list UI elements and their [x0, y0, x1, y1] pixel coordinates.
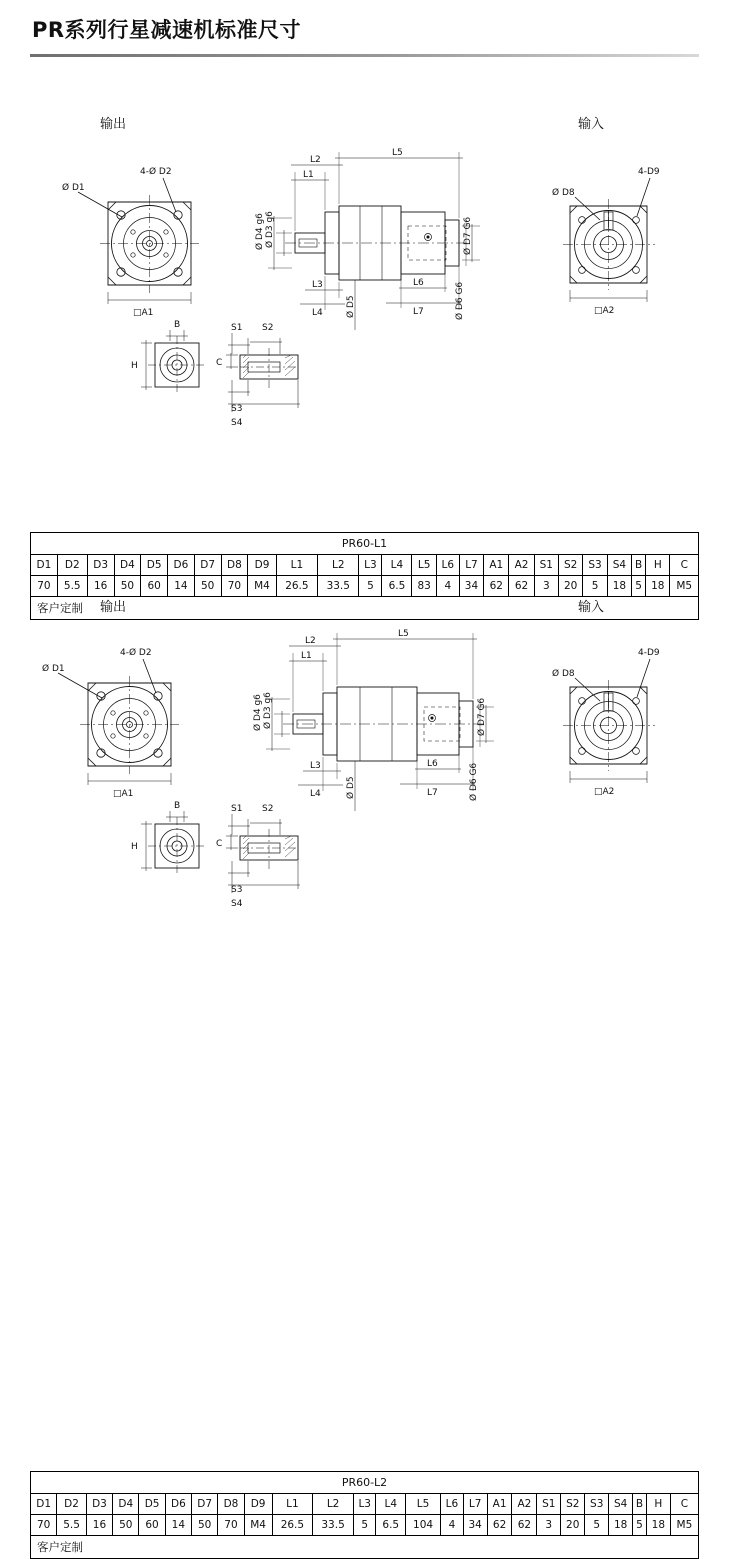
col-header: D4 — [113, 1494, 139, 1515]
col-header: S4 — [609, 1494, 633, 1515]
callout-a1: □A1 — [113, 789, 134, 799]
callout-l6: L6 — [427, 759, 438, 769]
callout-d7: Ø D7 G6 — [463, 216, 473, 255]
col-header: D2 — [57, 555, 87, 576]
col-header: D8 — [218, 1494, 244, 1515]
callout-a2: □A2 — [594, 787, 615, 797]
cell: 16 — [87, 576, 114, 597]
callout-s4: S4 — [231, 418, 243, 428]
callout-l4: L4 — [312, 308, 323, 318]
cell: 5 — [583, 576, 607, 597]
cell: 50 — [194, 576, 221, 597]
callout-s3: S3 — [231, 885, 243, 895]
technical-drawing-l2 — [0, 623, 729, 913]
col-header: S1 — [537, 1494, 561, 1515]
cell: 20 — [561, 1515, 585, 1536]
page-header — [0, 14, 729, 57]
cell: 6.5 — [382, 576, 412, 597]
callout-l7: L7 — [427, 788, 438, 798]
callout-s4: S4 — [231, 899, 243, 909]
cell: 34 — [463, 1515, 487, 1536]
table-header-row — [31, 555, 699, 576]
callout-a2: □A2 — [594, 306, 615, 316]
cell: 26.5 — [272, 1515, 313, 1536]
col-header: S2 — [559, 555, 583, 576]
callout-d9: 4-D9 — [638, 648, 660, 658]
col-header: L1 — [276, 555, 317, 576]
cell: 4 — [441, 1515, 464, 1536]
cell: 16 — [86, 1515, 112, 1536]
col-header: D8 — [221, 555, 248, 576]
col-header: S3 — [585, 1494, 609, 1515]
cell: 62 — [512, 1515, 537, 1536]
callout-d3: Ø D3 g6 — [263, 692, 273, 729]
cell: 70 — [221, 576, 248, 597]
callout-s1: S1 — [231, 804, 243, 814]
output-label: 输出 — [100, 600, 127, 615]
col-header: L7 — [463, 1494, 487, 1515]
cell: M5 — [670, 1515, 698, 1536]
callout-d4: Ø D4 g6 — [255, 213, 265, 250]
col-header: L6 — [436, 555, 459, 576]
cell: 62 — [484, 576, 509, 597]
col-header: L3 — [359, 555, 382, 576]
callout-s1: S1 — [231, 323, 243, 333]
cell: M4 — [244, 1515, 272, 1536]
col-header: L7 — [459, 555, 483, 576]
callout-d2: 4-Ø D2 — [120, 648, 152, 658]
cell: 62 — [487, 1515, 512, 1536]
cell: 34 — [459, 576, 483, 597]
col-header: D3 — [86, 1494, 112, 1515]
cell: 70 — [31, 1515, 57, 1536]
cell: 5 — [585, 1515, 609, 1536]
cell: 50 — [113, 1515, 139, 1536]
col-header: L5 — [406, 1494, 441, 1515]
col-header: D2 — [57, 1494, 87, 1515]
table-title-row — [31, 533, 699, 555]
col-header: H — [646, 555, 670, 576]
technical-drawing-l1 — [0, 140, 729, 430]
callout-l6: L6 — [413, 278, 424, 288]
col-header: D6 — [168, 555, 195, 576]
cell: 70 — [218, 1515, 244, 1536]
callout-d8: Ø D8 — [552, 669, 575, 679]
cell: 5 — [359, 576, 382, 597]
col-header: D5 — [141, 555, 168, 576]
callout-c: C — [216, 358, 223, 368]
col-header: D1 — [31, 555, 58, 576]
callout-d5: Ø D5 — [346, 776, 356, 799]
col-header: S4 — [607, 555, 631, 576]
callout-d7: Ø D7 G6 — [477, 697, 487, 736]
table-title-row — [31, 1472, 699, 1494]
table-header-row — [31, 1494, 699, 1515]
table-footer-row — [31, 1536, 699, 1559]
col-header: L6 — [441, 1494, 464, 1515]
col-header: D6 — [165, 1494, 191, 1515]
cell: 14 — [168, 576, 195, 597]
callout-l7: L7 — [413, 307, 424, 317]
col-header: L2 — [318, 555, 359, 576]
col-header: C — [670, 555, 699, 576]
spec-table-l2-wrap — [30, 1471, 699, 1559]
callout-l4: L4 — [310, 789, 321, 799]
callout-d8: Ø D8 — [552, 188, 575, 198]
callout-d1: Ø D1 — [62, 183, 85, 193]
cell: 62 — [509, 576, 534, 597]
callout-l1: L1 — [303, 170, 314, 180]
cell: M5 — [670, 576, 699, 597]
col-header: D4 — [114, 555, 141, 576]
cell: 6.5 — [376, 1515, 406, 1536]
table-row — [31, 1515, 699, 1536]
callout-l3: L3 — [312, 280, 323, 290]
cell: 18 — [607, 576, 631, 597]
col-header: L4 — [376, 1494, 406, 1515]
callout-d9: 4-D9 — [638, 167, 660, 177]
cell: 33.5 — [313, 1515, 354, 1536]
callout-h: H — [131, 361, 138, 371]
callout-d1: Ø D1 — [42, 664, 65, 674]
cell: 33.5 — [318, 576, 359, 597]
col-header: D3 — [87, 555, 114, 576]
cell: 20 — [559, 576, 583, 597]
callout-s3: S3 — [231, 404, 243, 414]
cell: 104 — [406, 1515, 441, 1536]
col-header: C — [670, 1494, 698, 1515]
callout-a1: □A1 — [133, 308, 154, 318]
col-header: S2 — [561, 1494, 585, 1515]
callout-c: C — [216, 839, 223, 849]
cell: 18 — [609, 1515, 633, 1536]
callout-h: H — [131, 842, 138, 852]
col-header: L3 — [353, 1494, 376, 1515]
callout-s2: S2 — [262, 323, 274, 333]
model-name: PR60-L1 — [31, 533, 699, 555]
callout-l1: L1 — [301, 651, 312, 661]
cell: 3 — [534, 576, 558, 597]
cell: 5 — [632, 576, 646, 597]
col-header: A1 — [484, 555, 509, 576]
model-name: PR60-L2 — [31, 1472, 699, 1494]
col-header: L1 — [272, 1494, 313, 1515]
callout-l3: L3 — [310, 761, 321, 771]
callout-s2: S2 — [262, 804, 274, 814]
cell: 70 — [31, 576, 58, 597]
col-header: S3 — [583, 555, 607, 576]
col-header: D9 — [244, 1494, 272, 1515]
col-header: S1 — [534, 555, 558, 576]
callout-d2: 4-Ø D2 — [140, 167, 172, 177]
col-header: H — [646, 1494, 670, 1515]
page-title: PR系列行星减速机标准尺寸 — [32, 18, 302, 42]
input-label: 输入 — [578, 600, 605, 615]
cell: 3 — [537, 1515, 561, 1536]
col-header: D7 — [194, 555, 221, 576]
col-header: A2 — [512, 1494, 537, 1515]
callout-d5: Ø D5 — [346, 295, 356, 318]
cell: 50 — [192, 1515, 218, 1536]
col-header: D1 — [31, 1494, 57, 1515]
spec-table-l2 — [30, 1471, 699, 1559]
cell: 18 — [646, 1515, 670, 1536]
table-row — [31, 576, 699, 597]
output-label: 输出 — [100, 117, 127, 132]
callout-d6: Ø D6 G6 — [455, 281, 465, 320]
custom-note: 客户定制 — [31, 597, 699, 620]
cell: 60 — [139, 1515, 165, 1536]
cell: 14 — [165, 1515, 191, 1536]
input-label: 输入 — [578, 117, 605, 132]
col-header: B — [633, 1494, 647, 1515]
col-header: B — [632, 555, 646, 576]
cell: 5.5 — [57, 576, 87, 597]
callout-b: B — [174, 801, 181, 811]
col-header: D9 — [248, 555, 276, 576]
custom-note: 客户定制 — [31, 1536, 699, 1559]
callout-b: B — [174, 320, 181, 330]
cell: 50 — [114, 576, 141, 597]
cell: 26.5 — [276, 576, 317, 597]
callout-l5: L5 — [398, 629, 409, 639]
col-header: L4 — [382, 555, 412, 576]
cell: 60 — [141, 576, 168, 597]
cell: 83 — [412, 576, 436, 597]
col-header: L2 — [313, 1494, 354, 1515]
col-header: D5 — [139, 1494, 165, 1515]
callout-l2: L2 — [310, 155, 321, 165]
callout-d6: Ø D6 G6 — [469, 762, 479, 801]
cell: 5.5 — [57, 1515, 87, 1536]
col-header: A2 — [509, 555, 534, 576]
header-divider — [30, 54, 699, 57]
cell: 18 — [646, 576, 670, 597]
col-header: L5 — [412, 555, 436, 576]
callout-d3: Ø D3 g6 — [265, 211, 275, 248]
callout-l2: L2 — [305, 636, 316, 646]
col-header: D7 — [192, 1494, 218, 1515]
cell: 4 — [436, 576, 459, 597]
callout-d4: Ø D4 g6 — [253, 694, 263, 731]
col-header: A1 — [487, 1494, 512, 1515]
cell: 5 — [633, 1515, 647, 1536]
cell: M4 — [248, 576, 276, 597]
cell: 5 — [353, 1515, 376, 1536]
callout-l5: L5 — [392, 148, 403, 158]
